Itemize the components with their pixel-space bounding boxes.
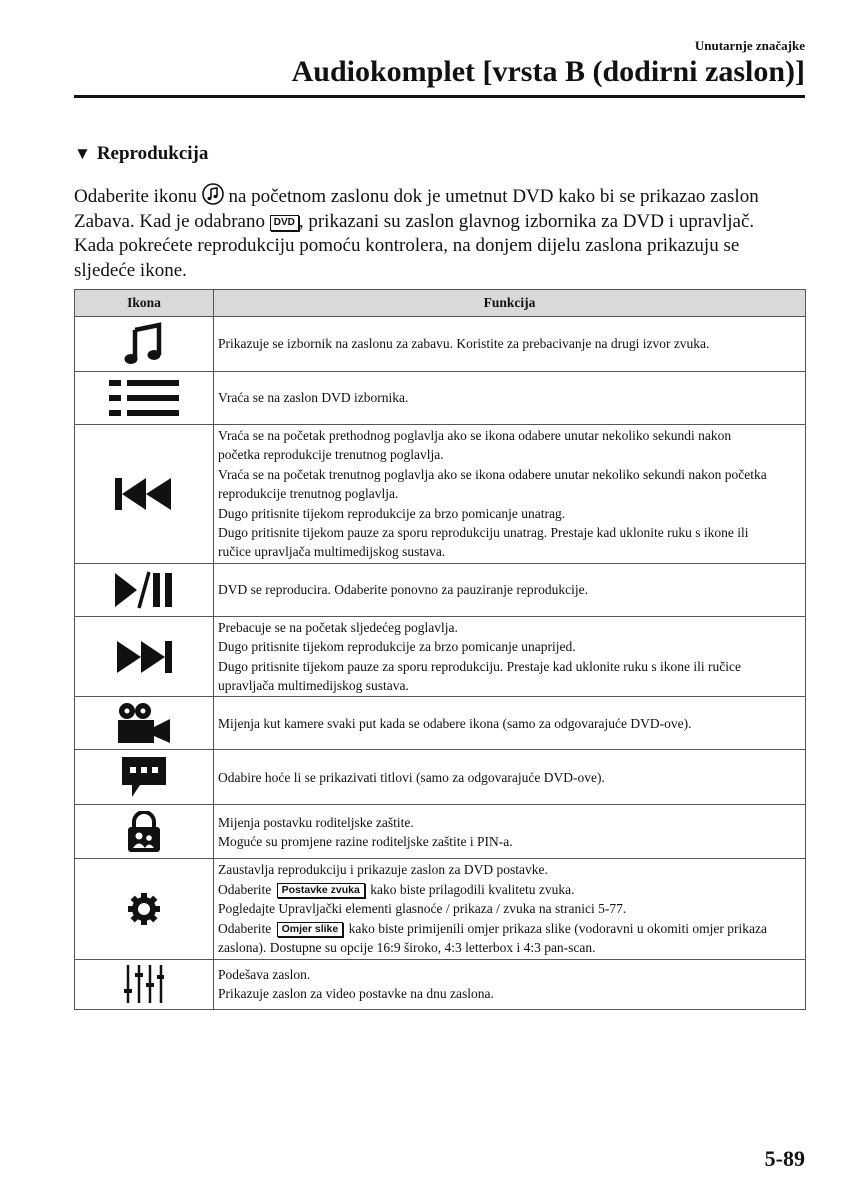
row-text: Podešava zaslon.	[218, 966, 311, 982]
row-text: Vraća se na početak prethodnog poglavlja ako se ikona odabere unutar nekoliko sekundi nakon	[218, 428, 732, 443]
row-text: Dugo pritisnite tijekom reprodukcije za brzo pomicanje unatrag.	[218, 505, 566, 521]
row-text: DVD se reproducira. Odaberite ponovno za pauziranje reprodukcije.	[218, 582, 588, 598]
music-note-icon	[75, 317, 214, 372]
row-text-part: kako biste primijenili omjer prikaza slike (vodoravni u okomiti omjer prikaza	[348, 920, 767, 936]
video-adjust-icon	[75, 959, 214, 1009]
row-text: Vraća se na zaslon DVD izbornika.	[218, 390, 409, 406]
row-text-part: Odaberite	[218, 881, 272, 897]
table-row	[75, 616, 806, 697]
page-title: Audiokomplet [vrsta B (dodirni zaslon)]	[291, 55, 805, 88]
music-disc-icon	[202, 183, 224, 205]
row-text: Prikazuje se izbornik na zaslonu za zabavu. Koristite za prebacivanje na drugi izvor zvuka.	[218, 336, 710, 352]
row-text: upravljača multimedijskog sustava.	[218, 678, 409, 694]
row-text: Odabire hoće li se prikazivati titlovi (samo za odgovarajuće DVD-ove).	[218, 769, 605, 785]
row-text: Prebacuje se na početak sljedećeg poglavlja.	[218, 619, 458, 635]
intro-text: sljedeće ikone.	[74, 259, 187, 281]
row-text: Mijenja postavku roditeljske zaštite.	[218, 814, 414, 830]
intro-text: Odaberite ikonu	[74, 186, 197, 207]
table-row	[75, 697, 806, 750]
dvd-badge: DVD	[270, 215, 299, 231]
row-text: ručice upravljača multimedijskog sustava.	[218, 544, 446, 560]
table-header-row	[75, 290, 806, 317]
menu-list-icon	[75, 372, 214, 425]
intro-text: Kada pokrećete reprodukciju pomoću kontrolera, na donjem dijelu zaslona prikazuju se	[74, 235, 740, 256]
row-text: Pogledajte Upravljački elementi glasnoće / prikaza / zvuka na stranici 5-77.	[218, 901, 627, 917]
row-text-part: Odaberite	[218, 920, 272, 936]
camera-angle-icon	[75, 697, 214, 750]
next-track-icon	[75, 616, 214, 697]
row-text: zaslona). Dostupne su opcije 16:9 široko, 4:3 letterbox i 4:3 pan-scan.	[218, 940, 596, 956]
row-text: Dugo pritisnite tijekom pauze za sporu reprodukciju. Prestaje kad uklonite ruku s ikone ili ručice	[218, 658, 741, 674]
section-heading-text: Reprodukcija	[96, 143, 209, 164]
table-row	[75, 805, 806, 859]
previous-track-icon	[75, 425, 214, 564]
parental-lock-icon	[75, 805, 214, 859]
table-row	[75, 563, 806, 616]
row-text: reprodukcije trenutnog poglavlja.	[218, 486, 399, 502]
header-icon-col: Ikona	[75, 290, 214, 317]
intro-paragraph	[74, 183, 794, 283]
row-text: početka reprodukcije trenutnog poglavlja.	[218, 447, 444, 463]
aspect-ratio-button: Omjer slike	[277, 922, 344, 937]
page-number: 5-89	[764, 1146, 805, 1171]
table-row	[75, 372, 806, 425]
table-row	[75, 859, 806, 959]
row-text: Moguće su promjene razine roditeljske zaštite i PIN-a.	[218, 833, 513, 849]
play-pause-icon	[75, 563, 214, 616]
header-divider	[74, 95, 805, 98]
row-text: Dugo pritisnite tijekom pauze za sporu reprodukciju unatrag. Prestaje kad uklonite ruku s ikone ili	[218, 525, 749, 541]
subtitles-icon	[75, 750, 214, 805]
table-row	[75, 425, 806, 564]
table-row	[75, 959, 806, 1009]
section-heading	[74, 143, 208, 165]
intro-text: , prikazani su zaslon glavnog izbornika za DVD i upravljač.	[298, 210, 755, 232]
row-text: Vraća se na početak trenutnog poglavlja ako se ikona odabere unutar nekoliko sekundi nakon početka	[218, 466, 767, 482]
function-table	[74, 289, 806, 1010]
table-row	[75, 750, 806, 805]
intro-text: Zabava. Kad je odabrano	[74, 210, 265, 232]
intro-text: na početnom zaslonu dok je umetnut DVD kako bi se prikazao zaslon	[228, 186, 759, 207]
table-row	[75, 317, 806, 372]
row-text: Dugo pritisnite tijekom reprodukcije za brzo pomicanje unaprijed.	[218, 639, 576, 655]
settings-gear-icon	[75, 859, 214, 959]
header-function-col: Funkcija	[214, 290, 806, 317]
row-text: Mijenja kut kamere svaki put kada se odabere ikona (samo za odgovarajuće DVD-ove).	[218, 715, 692, 731]
triangle-marker-icon: ▼	[74, 144, 91, 163]
sound-settings-button: Postavke zvuka	[277, 883, 365, 898]
chapter-label: Unutarnje značajke	[694, 38, 805, 53]
row-text	[218, 880, 802, 899]
row-text: Prikazuje zaslon za video postavke na dnu zaslona.	[218, 986, 494, 1001]
row-text: Zaustavlja reprodukciju i prikazuje zaslon za DVD postavke.	[218, 862, 548, 878]
row-text	[218, 919, 802, 938]
row-text-part: kako biste prilagodili kvalitetu zvuka.	[370, 881, 575, 897]
